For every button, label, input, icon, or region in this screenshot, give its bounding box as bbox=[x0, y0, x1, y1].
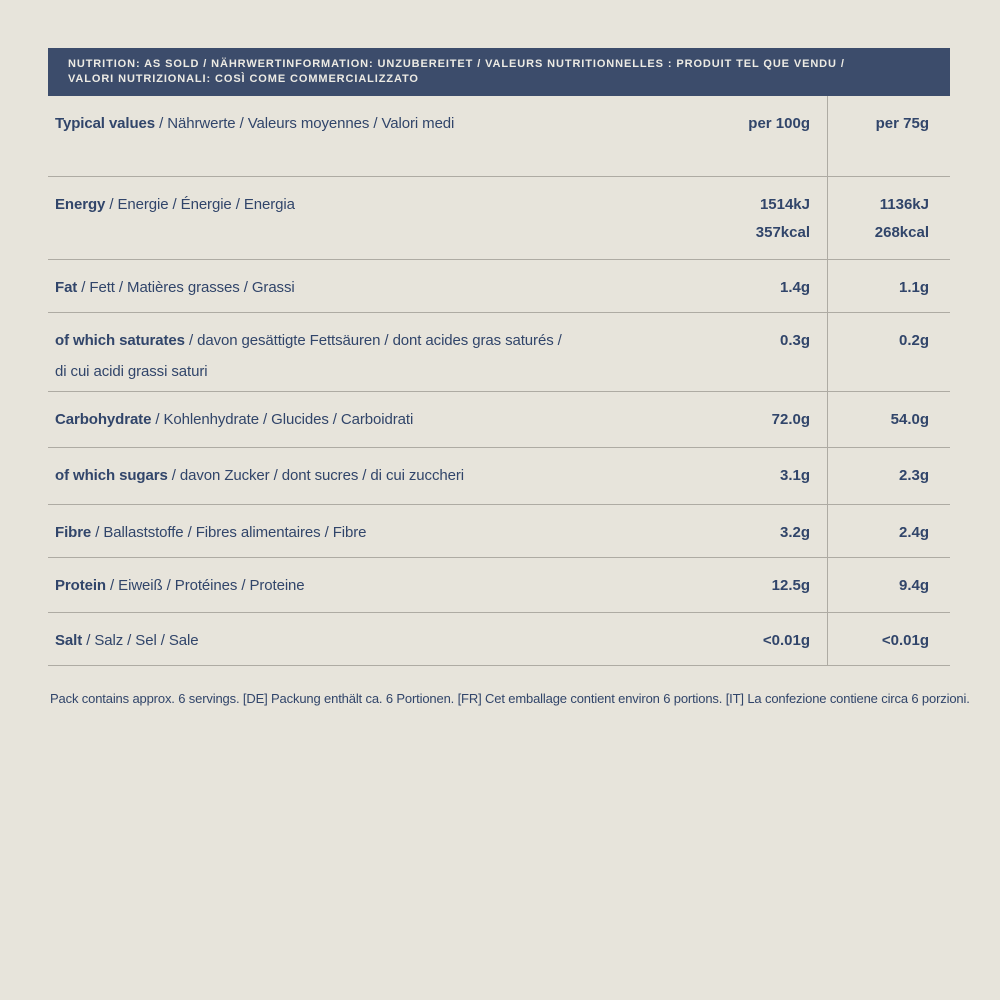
table-row-sugars bbox=[48, 448, 950, 505]
table-row-energy bbox=[48, 177, 950, 260]
nutrition-table bbox=[48, 96, 950, 666]
table-row-fibre bbox=[48, 505, 950, 558]
nutrient-label: Fat / Fett / Matières grasses / Grassi bbox=[55, 279, 295, 296]
header-bar-line2: VALORI NUTRIZIONALI: COSÌ COME COMMERCIALIZZATO bbox=[68, 73, 419, 85]
value-per-75g: 2.3g bbox=[827, 448, 950, 504]
value-per-75g: 9.4g bbox=[827, 558, 950, 612]
servings-note: Pack contains approx. 6 servings. [DE] Packung enthält ca. 6 Portionen. [FR] Cet emballage contient environ 6 portions. [IT] La confezione contiene circa 6 porzioni. bbox=[50, 691, 970, 706]
table-header-row bbox=[48, 96, 950, 177]
value-per-75g: 0.2g bbox=[827, 313, 950, 391]
value-per-75g: <0.01g bbox=[827, 613, 950, 665]
column-header-label bbox=[48, 96, 697, 134]
column-header-per-100g: per 100g bbox=[748, 115, 810, 132]
table-row-protein bbox=[48, 558, 950, 613]
value-per-75g: 2.4g bbox=[827, 505, 950, 557]
nutrient-label: Carbohydrate / Kohlenhydrate / Glucides / Carboidrati bbox=[55, 411, 414, 428]
value-per-100g: <0.01g bbox=[762, 632, 810, 649]
value-per-100g: 72.0g bbox=[771, 411, 810, 428]
nutrition-header-bar bbox=[48, 48, 950, 96]
value-per-75g: 54.0g bbox=[827, 392, 950, 447]
value-per-100g: 1514kJ 357kcal bbox=[755, 196, 810, 241]
table-row-saturates bbox=[48, 313, 950, 392]
nutrient-label: of which sugars / davon Zucker / dont sucres / di cui zuccheri bbox=[55, 467, 464, 484]
header-bar-line1: NUTRITION: AS SOLD / NÄHRWERTINFORMATION: UNZUBEREITET / VALEURS NUTRITIONNELLES : PRODUIT TEL QUE VENDU / bbox=[68, 58, 845, 70]
table-row-fat bbox=[48, 260, 950, 313]
value-per-100g: 1.4g bbox=[779, 279, 810, 296]
nutrient-label: Energy / Energie / Énergie / Energia bbox=[55, 196, 295, 213]
nutrient-label: of which saturates / davon gesättigte Fettsäuren / dont acides gras saturés / di cui acidi grassi saturi bbox=[55, 332, 562, 380]
nutrient-label: Salt / Salz / Sel / Sale bbox=[55, 632, 199, 649]
value-per-100g: 12.5g bbox=[771, 577, 810, 594]
value-per-75g: 1.1g bbox=[827, 260, 950, 312]
value-per-100g: 3.2g bbox=[779, 524, 810, 541]
nutrient-label: Fibre / Ballaststoffe / Fibres alimentaires / Fibre bbox=[55, 524, 367, 541]
table-row-carbohydrate bbox=[48, 392, 950, 448]
typical-values-label: Typical values bbox=[55, 115, 156, 132]
table-row-salt bbox=[48, 613, 950, 666]
column-header-per-75g: per 75g bbox=[827, 96, 950, 176]
nutrient-label: Protein / Eiweiß / Protéines / Proteine bbox=[55, 577, 305, 594]
typical-values-translations: / Nährwerte / Valeurs moyennes / Valori medi bbox=[155, 115, 455, 132]
value-per-100g: 0.3g bbox=[779, 332, 810, 349]
value-per-100g: 3.1g bbox=[779, 467, 810, 484]
value-per-75g: 1136kJ 268kcal bbox=[827, 177, 950, 259]
